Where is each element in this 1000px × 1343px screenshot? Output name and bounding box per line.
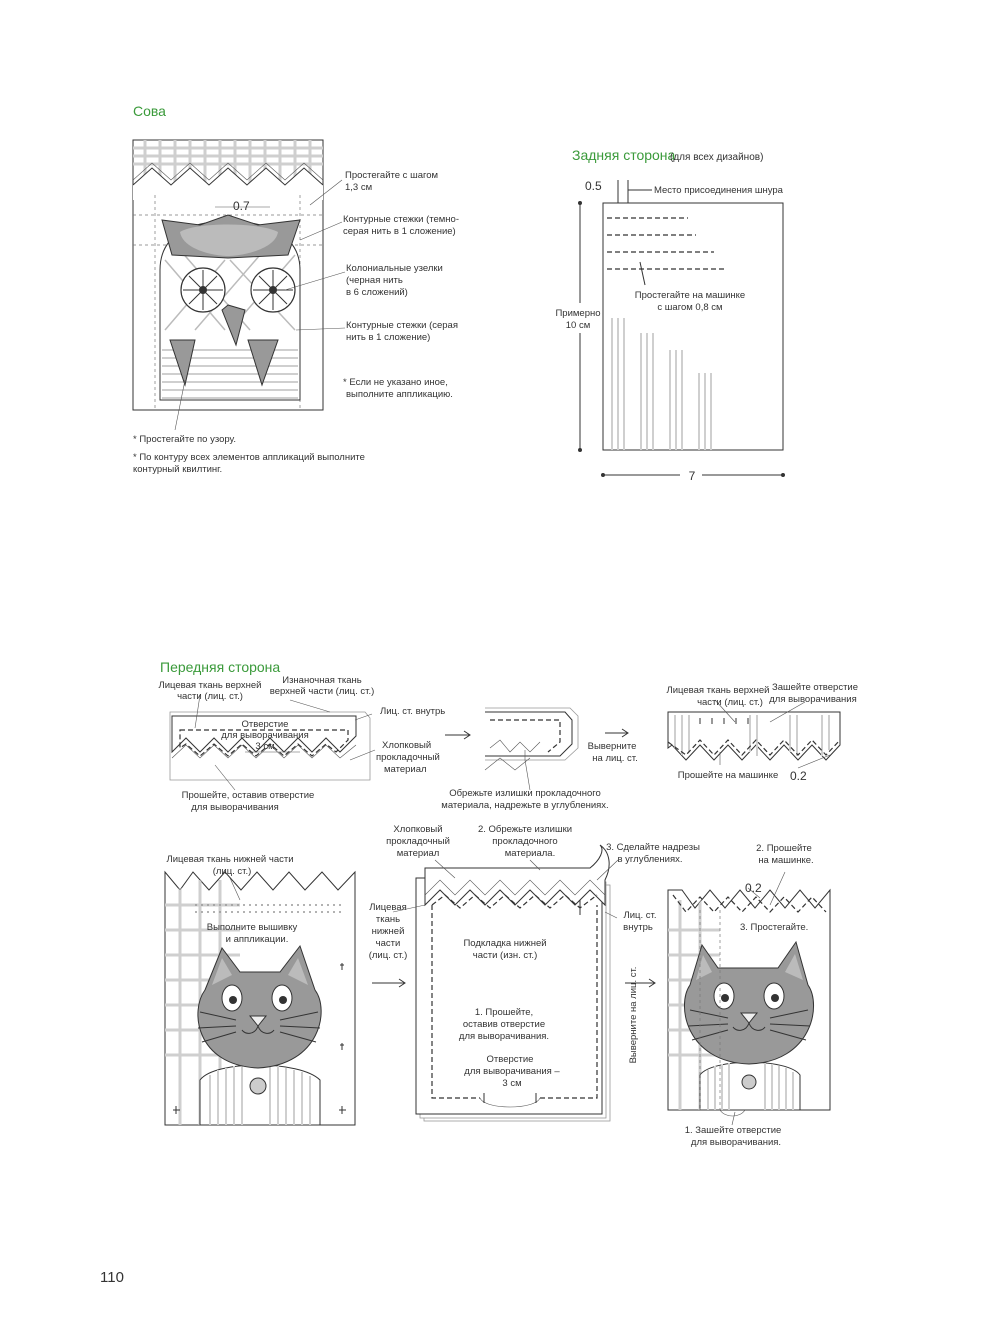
s3-l1a: Лицевая ткань верхней xyxy=(666,685,770,696)
front-step3 xyxy=(668,712,840,760)
owl-note4a: Контурные стежки (серая xyxy=(346,320,458,331)
back-panel xyxy=(603,203,783,450)
s1-l4a: Отверстие xyxy=(241,719,289,730)
s1-l5b: прокладочный xyxy=(376,752,440,763)
s3-l2a: Зашейте отверстие xyxy=(771,682,859,693)
c2-l4e: (лиц. ст.) xyxy=(368,950,408,961)
c2-l8a: Лиц. ст. xyxy=(623,910,657,921)
owl-note2b: серая нить в 1 сложение) xyxy=(343,226,456,237)
s3-l2b: для выворачивания xyxy=(769,694,857,705)
s1-l6b: для выворачивания xyxy=(191,802,279,813)
s1-l5c: материал xyxy=(384,764,427,775)
c3-l3a: 1. Зашейте отверстие xyxy=(684,1125,782,1136)
c2-l2c: материала. xyxy=(504,848,556,859)
c2-l5a: Подкладка нижней xyxy=(463,938,547,949)
s1-l1b: части (лиц. ст.) xyxy=(177,691,243,702)
c2-l4d: части xyxy=(375,938,401,949)
c2-l6c: для выворачивания. xyxy=(458,1031,550,1042)
s3-l1b: части (лиц. ст.) xyxy=(697,697,763,708)
owl-note1b: 1,3 см xyxy=(345,182,373,193)
c2-l2a: 2. Обрежьте излишки xyxy=(477,824,573,835)
c2-l1b: прокладочный xyxy=(386,836,450,847)
c2-l5b: части (изн. ст.) xyxy=(472,950,538,961)
back-cord: Место присоединения шнура xyxy=(654,185,783,196)
owl-note4b: нить в 1 сложение) xyxy=(346,332,431,343)
owl-note5a: * Если не указано иное, xyxy=(343,377,448,388)
c2-l4b: ткань xyxy=(375,914,401,925)
arrow-right-icon xyxy=(605,729,628,737)
s1-l1a: Лицевая ткань верхней xyxy=(158,680,262,691)
c3-l1b: на машинке. xyxy=(758,855,814,866)
owl-panel xyxy=(133,140,323,410)
back-height-a: Примерно xyxy=(555,308,601,319)
back-width: 7 xyxy=(688,469,696,483)
c3-dim: 0.2 xyxy=(745,881,762,895)
c2-turn: Выверните на лиц. ст. xyxy=(628,966,639,1064)
c1-l2a: Выполните вышивку xyxy=(206,922,298,933)
arrow-right-icon xyxy=(445,731,470,739)
s2-a: Обрежьте излишки прокладочного xyxy=(449,788,601,799)
c2-l3b: в углублениях. xyxy=(617,854,683,865)
c1-l2b: и аппликации. xyxy=(225,934,289,945)
c2-l4c: нижней xyxy=(371,926,405,937)
s2-b: материала, надрежьте в углублениях. xyxy=(441,800,609,811)
s2-turn-a: Выверните xyxy=(587,741,637,752)
owl-note1a: Простегайте с шагом xyxy=(345,170,439,181)
c3-l2: 3. Простегайте. xyxy=(740,922,809,933)
back-quilt-a: Простегайте на машинке xyxy=(634,290,746,301)
c2-l7a: Отверстие xyxy=(486,1054,534,1065)
owl-foot1: * Простегайте по узору. xyxy=(133,434,236,445)
c1-l1b: (лиц. ст.) xyxy=(212,866,252,877)
c2-l6b: оставив отверстие xyxy=(462,1019,546,1030)
c2-l6a: 1. Прошейте, xyxy=(474,1007,534,1018)
c2-l1c: материал xyxy=(396,848,440,859)
back-dim-top: 0.5 xyxy=(585,179,602,193)
c3-l1a: 2. Прошейте xyxy=(756,843,812,854)
front-title: Передняя сторона xyxy=(160,659,281,675)
s1-l3: Лиц. ст. внутрь xyxy=(380,706,446,717)
owl-foot2a: * По контуру всех элементов аппликаций выполните xyxy=(133,452,365,463)
s3-dim: 0.2 xyxy=(790,769,807,783)
owl-note5b: выполните аппликацию. xyxy=(346,389,453,400)
c2-l1a: Хлопковый xyxy=(393,824,443,835)
s3-l3: Прошейте на машинке xyxy=(677,770,779,781)
back-height-b: 10 см xyxy=(565,320,591,331)
arrow-right-icon xyxy=(372,979,405,987)
owl-note3c: в 6 сложений) xyxy=(346,287,408,298)
c2-l7b: для выворачивания – xyxy=(464,1066,560,1077)
s1-l4b: для выворачивания xyxy=(221,730,309,741)
c3-l3b: для выворачивания. xyxy=(690,1137,782,1148)
c2-l8b: внутрь xyxy=(623,922,653,933)
c2-l7c: 3 см xyxy=(502,1078,522,1089)
c1-l1a: Лицевая ткань нижней части xyxy=(166,854,294,865)
back-subtitle: (для всех дизайнов) xyxy=(670,152,764,163)
c2-l4a: Лицевая xyxy=(369,902,407,913)
owl-note2a: Контурные стежки (темно- xyxy=(343,214,459,225)
s1-l2b: верхней части (лиц. ст.) xyxy=(269,686,375,697)
owl-note3a: Колониальные узелки xyxy=(346,263,443,274)
back-quilt-b: с шагом 0,8 см xyxy=(657,302,723,313)
owl-note3b: (черная нить xyxy=(346,275,403,286)
front-step2 xyxy=(485,708,578,770)
back-title: Задняя сторона xyxy=(572,147,676,163)
s1-l6a: Прошейте, оставив отверстие xyxy=(181,790,315,801)
front-cat1 xyxy=(165,872,355,1125)
owl-dim: 0.7 xyxy=(233,199,250,213)
s1-l5a: Хлопковый xyxy=(382,740,432,751)
c2-l2b: прокладочного xyxy=(492,836,558,847)
page-number: 110 xyxy=(100,1269,124,1286)
s1-l4c: 3 см xyxy=(255,741,275,752)
c2-l3a: 3. Сделайте надрезы xyxy=(606,842,700,853)
s2-turn-b: на лиц. ст. xyxy=(592,753,638,764)
owl-title: Сова xyxy=(133,103,166,119)
s1-l2a: Изнаночная ткань xyxy=(282,675,362,686)
owl-foot2b: контурный квилтинг. xyxy=(133,464,223,475)
